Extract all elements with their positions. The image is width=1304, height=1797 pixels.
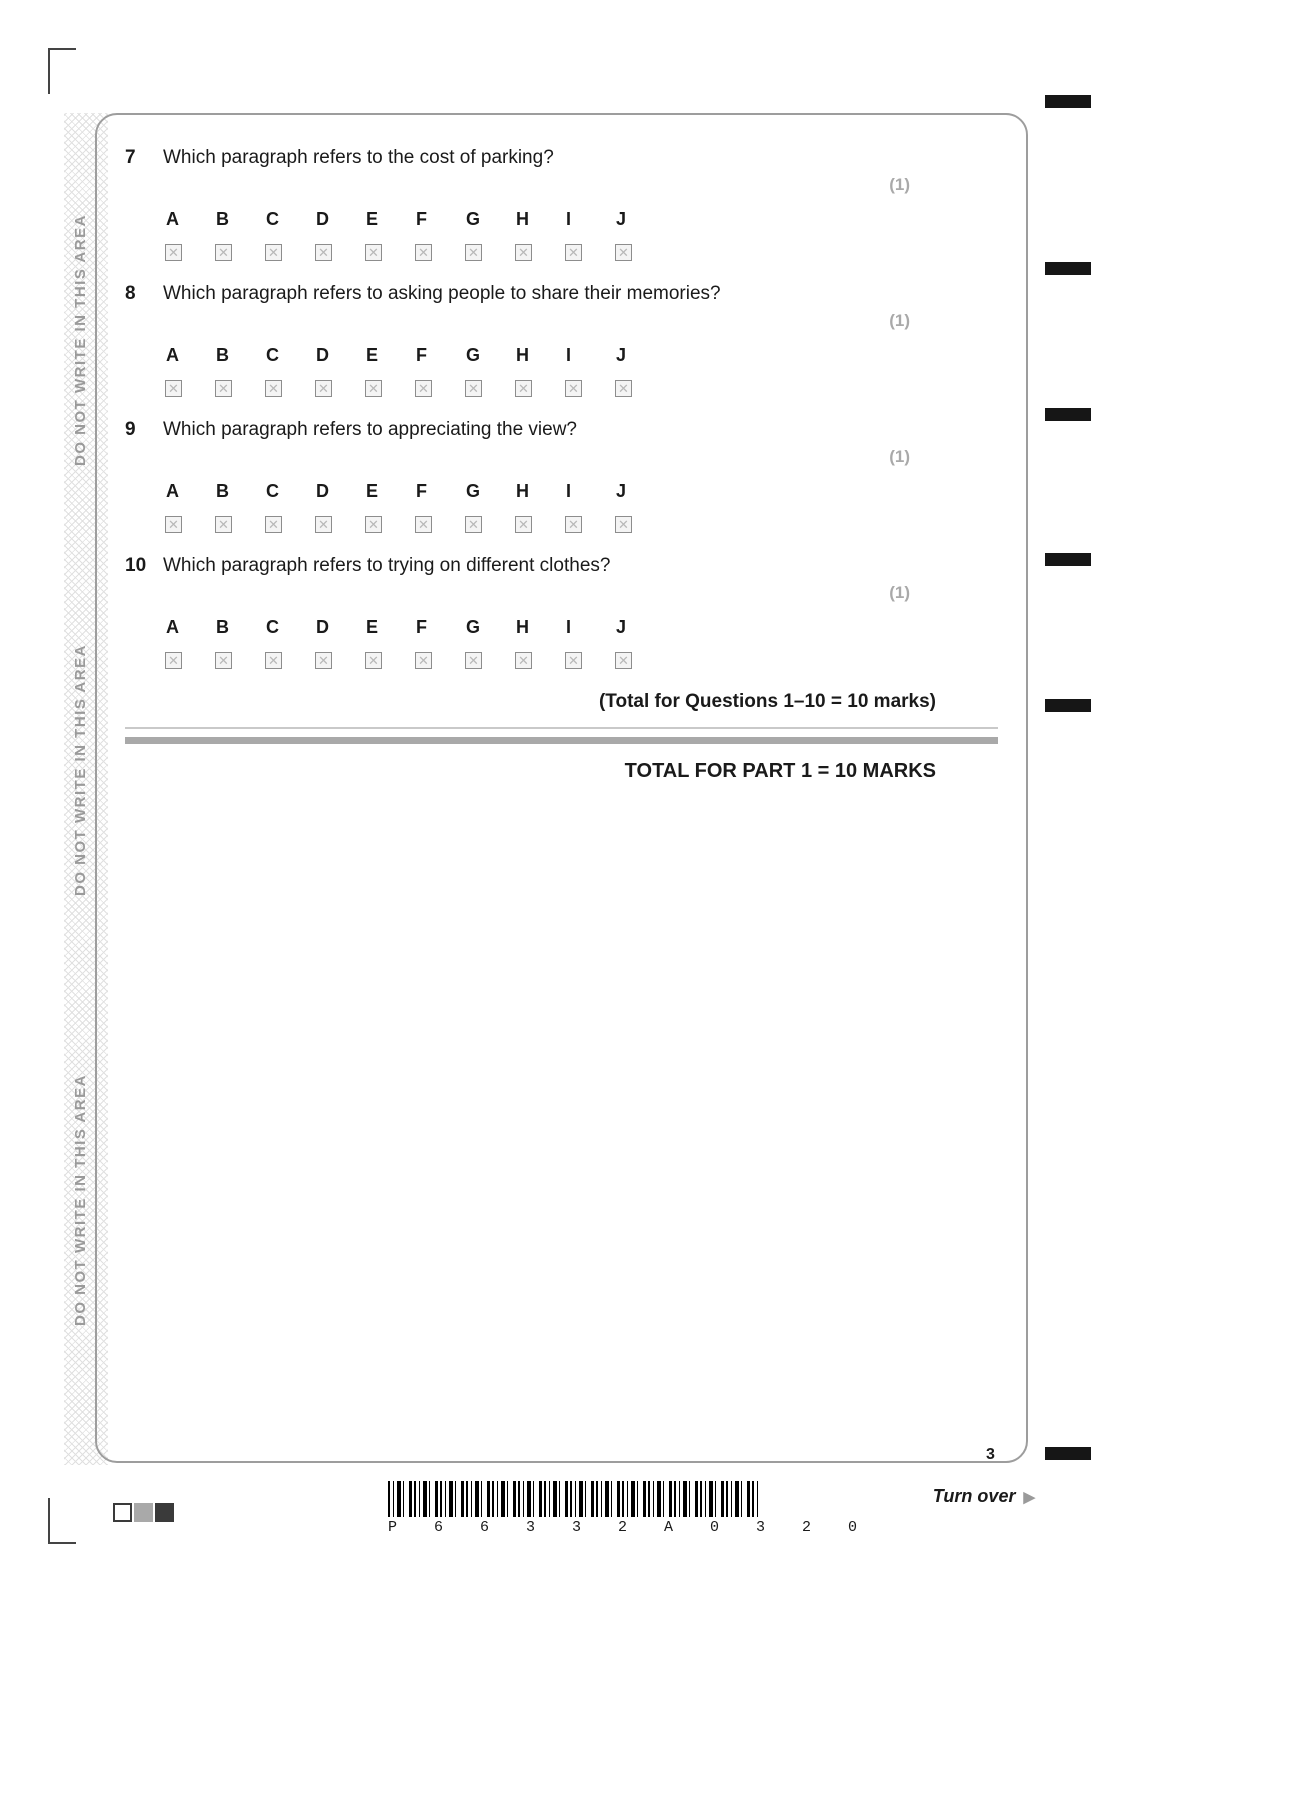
answer-checkbox[interactable]: [615, 380, 632, 397]
option-letter: D: [316, 209, 329, 229]
answer-checkbox[interactable]: [565, 652, 582, 669]
option-letter: J: [616, 481, 627, 501]
option-letter: E: [366, 209, 379, 229]
answer-checkbox[interactable]: [315, 380, 332, 397]
option-letter: A: [166, 345, 179, 365]
question-text: Which paragraph refers to appreciating the view?: [163, 419, 578, 440]
answer-checkbox[interactable]: [465, 380, 482, 397]
option-letter: C: [266, 617, 279, 637]
answer-checkbox[interactable]: [165, 516, 182, 533]
answer-checkbox[interactable]: [215, 244, 232, 261]
question-marks: (1): [889, 447, 910, 466]
option-letter: I: [566, 345, 572, 365]
answer-checkbox[interactable]: [265, 244, 282, 261]
do-not-write-margin-text: DO NOT WRITE IN THIS AREA: [72, 644, 89, 896]
answer-checkbox[interactable]: [365, 244, 382, 261]
answer-checkbox[interactable]: [615, 652, 632, 669]
question-7: [125, 147, 998, 261]
answer-checkbox[interactable]: [465, 516, 482, 533]
binding-bar: [1045, 1447, 1091, 1460]
option-letter: G: [466, 209, 481, 229]
binding-bar: [1045, 262, 1091, 275]
binding-bar: [1045, 408, 1091, 421]
answer-checkbox[interactable]: [515, 652, 532, 669]
answer-checkbox[interactable]: [215, 516, 232, 533]
option-letter: D: [316, 481, 329, 501]
crop-mark-bottom-left: [48, 1498, 76, 1544]
answer-checkbox[interactable]: [365, 652, 382, 669]
answer-checkbox[interactable]: [565, 380, 582, 397]
print-marker-squares: [113, 1503, 174, 1522]
answer-checkbox[interactable]: [265, 652, 282, 669]
answer-checkbox[interactable]: [465, 652, 482, 669]
option-letter: J: [616, 345, 627, 365]
answer-checkbox[interactable]: [315, 652, 332, 669]
turn-over-arrow-icon: ▶: [1023, 1488, 1035, 1506]
answer-checkbox[interactable]: [515, 244, 532, 261]
answer-checkbox[interactable]: [515, 516, 532, 533]
answer-checkbox[interactable]: [165, 380, 182, 397]
option-letter: C: [266, 481, 279, 501]
question-8: [125, 283, 998, 397]
option-letter: E: [366, 617, 379, 637]
answer-checkbox[interactable]: [415, 516, 432, 533]
answer-checkbox[interactable]: [415, 380, 432, 397]
option-letter: F: [416, 345, 427, 365]
option-letter: H: [516, 345, 529, 365]
option-letter: E: [366, 481, 379, 501]
option-letter: A: [166, 617, 179, 637]
question-number: 10: [125, 555, 147, 576]
answer-options-row: [165, 617, 998, 669]
option-letter: H: [516, 481, 529, 501]
answer-checkbox[interactable]: [615, 516, 632, 533]
option-letter: B: [216, 209, 229, 229]
option-letter: I: [566, 617, 572, 637]
question-text: Which paragraph refers to asking people to share their memories?: [163, 283, 721, 304]
answer-checkbox[interactable]: [365, 380, 382, 397]
question-marks: (1): [889, 311, 910, 330]
question-number: 9: [125, 419, 136, 440]
answer-checkbox[interactable]: [265, 516, 282, 533]
option-letter: I: [566, 209, 572, 229]
answer-checkbox[interactable]: [565, 244, 582, 261]
option-letter: C: [266, 345, 279, 365]
answer-checkbox[interactable]: [615, 244, 632, 261]
option-letter: H: [516, 617, 529, 637]
option-letter: C: [266, 209, 279, 229]
barcode-text: P 6 6 3 3 2 A 0 3 2 0: [388, 1519, 872, 1536]
option-letter: B: [216, 481, 229, 501]
divider-thick: [125, 737, 998, 744]
option-letter: G: [466, 345, 481, 365]
option-letter: H: [516, 209, 529, 229]
answer-checkbox[interactable]: [515, 380, 532, 397]
option-letter: E: [366, 345, 379, 365]
answer-checkbox[interactable]: [215, 380, 232, 397]
question-text: Which paragraph refers to trying on different clothes?: [163, 555, 611, 576]
option-letter: A: [166, 209, 179, 229]
answer-options-row: [165, 209, 998, 261]
question-10: [125, 555, 998, 669]
binding-bar: [1045, 699, 1091, 712]
option-letter: G: [466, 617, 481, 637]
barcode-block: [388, 1481, 872, 1536]
print-marker-outline-square: [113, 1503, 132, 1522]
answer-checkbox[interactable]: [565, 516, 582, 533]
answer-checkbox[interactable]: [365, 516, 382, 533]
answer-checkbox[interactable]: [415, 652, 432, 669]
print-marker-dark-square: [155, 1503, 174, 1522]
answer-checkbox[interactable]: [165, 244, 182, 261]
answer-checkbox[interactable]: [465, 244, 482, 261]
do-not-write-margin-text: DO NOT WRITE IN THIS AREA: [72, 214, 89, 466]
total-questions-label: (Total for Questions 1–10 = 10 marks): [598, 691, 936, 712]
option-letter: D: [316, 617, 329, 637]
turn-over-text: Turn over: [932, 1486, 1016, 1506]
turn-over-label: [895, 1486, 1035, 1507]
answer-checkbox[interactable]: [415, 244, 432, 261]
answer-checkbox[interactable]: [315, 244, 332, 261]
page-number: 3: [986, 1446, 995, 1463]
answer-checkbox[interactable]: [165, 652, 182, 669]
question-area: [95, 113, 1028, 1463]
option-letter: G: [466, 481, 481, 501]
option-letter: I: [566, 481, 572, 501]
option-letter: A: [166, 481, 179, 501]
print-marker-gray-square: [134, 1503, 153, 1522]
crop-mark-top-left: [48, 48, 76, 94]
barcode: [388, 1481, 760, 1517]
answer-checkbox[interactable]: [215, 652, 232, 669]
question-text: Which paragraph refers to the cost of parking?: [163, 147, 554, 168]
option-letter: F: [416, 481, 427, 501]
do-not-write-margin-text: DO NOT WRITE IN THIS AREA: [72, 1074, 89, 1326]
answer-checkbox[interactable]: [315, 516, 332, 533]
option-letter: J: [616, 617, 627, 637]
answer-options-row: [165, 481, 998, 533]
binding-bar: [1045, 553, 1091, 566]
answer-checkbox[interactable]: [265, 380, 282, 397]
binding-bar: [1045, 95, 1091, 108]
option-letter: F: [416, 209, 427, 229]
question-marks: (1): [889, 175, 910, 194]
option-letter: F: [416, 617, 427, 637]
question-number: 8: [125, 283, 136, 304]
option-letter: B: [216, 617, 229, 637]
divider-thin: [125, 727, 998, 729]
option-letter: J: [616, 209, 627, 229]
question-marks: (1): [889, 583, 910, 602]
question-9: [125, 419, 998, 533]
question-number: 7: [125, 147, 136, 168]
option-letter: B: [216, 345, 229, 365]
answer-options-row: [165, 345, 998, 397]
part-total-label: TOTAL FOR PART 1 = 10 MARKS: [624, 760, 936, 782]
option-letter: D: [316, 345, 329, 365]
